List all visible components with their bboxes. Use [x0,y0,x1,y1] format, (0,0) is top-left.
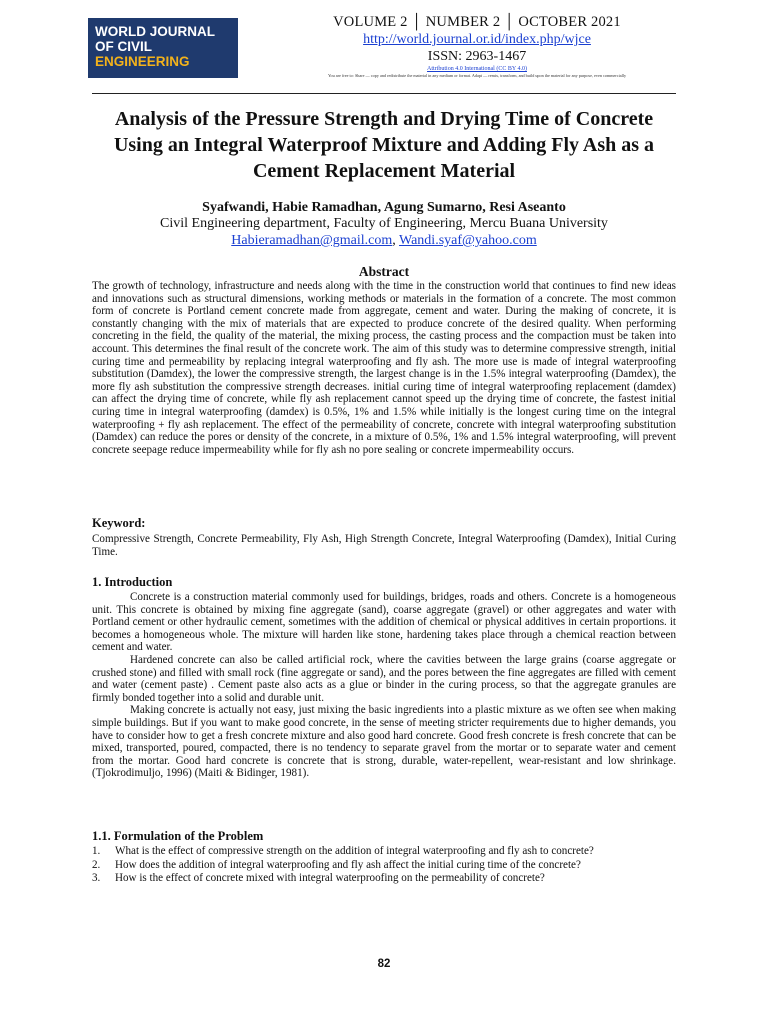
problem-text: How is the effect of concrete mixed with integral waterproofing on the permeability of concrete? [115,872,545,885]
logo-line-1: WORLD JOURNAL [95,24,215,39]
issn: ISSN: 2963-1467 [427,49,527,64]
intro-paragraph: Hardened concrete can also be called artificial rock, where the cavities between the large grains (coarse aggregate or crushed stone) and filled with small rock (fine aggregate or sand), and the pores between the fine aggregates are filled with cement and water (cement paste) . Cement paste also acts as a glue or binder in the curing process, so that the aggregate granules are firmly bonded together into a solid and durable unit. [92,653,676,704]
email-separator: , [392,233,399,248]
intro-paragraph: Concrete is a construction material commonly used for buildings, bridges, roads and others. Concrete is a homogeneous unit. This concrete is obtained by mixing fine aggregate (sand), coarse aggregate (gravel) or other aggregates and water with Portland cement or other hydraulic cement, sometimes with the addition of chemical or physical additives in certain proportions. it becomes a homogeneous whole. The mixture will harden like stone, hardening takes place through a chemical reaction between cement and water. [92,591,676,654]
paper-authors: Syafwandi, Habie Ramadhan, Agung Sumarno, Resi Aseanto [202,200,566,215]
problem-text: How does the addition of integral waterproofing and fly ash affect the initial curing time of the concrete? [115,858,581,871]
logo-line-3: ENGINEERING [95,54,190,69]
problem-item [92,859,682,873]
email-link-2[interactable]: Wandi.syaf@yahoo.com [399,233,537,248]
page-number: 82 [377,958,391,970]
paper-affiliation: Civil Engineering department, Faculty of Engineering, Mercu Buana University [160,216,608,231]
problem-text: What is the effect of compressive strength on the addition of integral waterproofing and fly ash to concrete? [115,845,594,857]
journal-header-info [262,14,692,79]
paper-title: Analysis of the Pressure Strength and Drying Time of Concrete Using an Integral Waterproof Mixture and Adding Fly Ash as a Cement Replacement Material [113,108,655,182]
problem-list [92,845,682,886]
license-link[interactable]: Attribution 4.0 International (CC BY 4.0) [427,66,527,72]
keywords-heading: Keyword: [92,516,146,530]
introduction-heading: 1. Introduction [92,575,173,589]
journal-logo [88,18,238,78]
abstract-text: The growth of technology, infrastructure and needs along with the time in the construction world that continues to find new ideas and innovations such as structural dimensions, working methods or materials in the formation of a concrete. The most common form of concrete is Portland cement concrete made from aggregate, cement and water. During the making of concrete, it is constantly changing with the mix of materials that are expected to produce concrete of the desired quality. When performing concreting in the field, the quality of the material, the mixing process, the casting process and the compaction must be taken into account. This determines the final result of the concrete work. The aim of this study was to determine compressive strength, initial curing time and permeability by replacing integral waterproofing and fly ash. The more use is made of integral waterproofing substitution (Damdex), the lower the compressive strength, the largest change is in the 1.5% integral waterproofing (Damdex), the more fly ash substitution the compressive strength decreases. initial curing time of integral waterproofing replacement (damdex) can affect the drying time of concrete, while fly ash replacement cannot speed up the drying time of concrete, the fastest initial curing time in integral waterproofing (damdex) is 0.5%, 1% and 1.5% while initially is the longest curing time on the integral waterproofing + fly ash replacement. The effect of the permeability of concrete, concrete with integral waterproofing substitution (Damdex) can reduce the pores or density of the concrete, in a mixture of 0.5%, 1% and 1.5% integral waterproofing, will prevent concrete seepage reduce impermeability while for fly ash no pore sealing or concrete impermeability occurs. [92,280,676,456]
logo-line-2: OF CIVIL [95,39,152,54]
problem-item [92,872,682,886]
problem-heading: 1.1. Formulation of the Problem [92,829,264,843]
problem-number: 3. [92,872,101,885]
journal-url-link[interactable]: http://world.journal.or.id/index.php/wjce [363,32,591,47]
email-link-1[interactable]: Habieramadhan@gmail.com [231,233,393,248]
keywords-text: Compressive Strength, Concrete Permeability, Fly Ash, High Strength Concrete, Integral Waterproofing (Damdex), Initial Curing Time. [92,533,676,558]
license-note: You are free to: Share — copy and redistribute the material in any medium or format. Adapt — remix, transform, and build upon the material for any purpose, even commercially [327,73,627,78]
problem-number: 2. [92,858,101,871]
intro-paragraph: Making concrete is actually not easy, just mixing the basic ingredients into a plastic mixture as we often see when making simple buildings. But if you want to make good concrete, in the sense of meeting stricter requirements due to higher demands, you have to consider how to get a fresh concrete mixture and also good hard concrete. Good fresh concrete is fresh concrete that can be mixed, transported, poured, compacted, there is no tendency to separate gravel from the mortar or to separate water and cement from the mortar. Good hard concrete is concrete that is strong, durable, water-repellent, wear-resistant and low shrinkage. (Tjokrodimuljo, 1996) (Maiti & Bidinger, 1981). [92,704,676,780]
abstract-heading: Abstract [358,264,410,279]
author-emails [92,233,676,249]
problem-number: 1. [92,845,101,857]
header-divider [92,93,676,94]
volume-info: VOLUME 2 │ NUMBER 2 │ OCTOBER 2021 [333,14,621,30]
introduction-body [92,591,676,780]
problem-item [92,845,682,859]
